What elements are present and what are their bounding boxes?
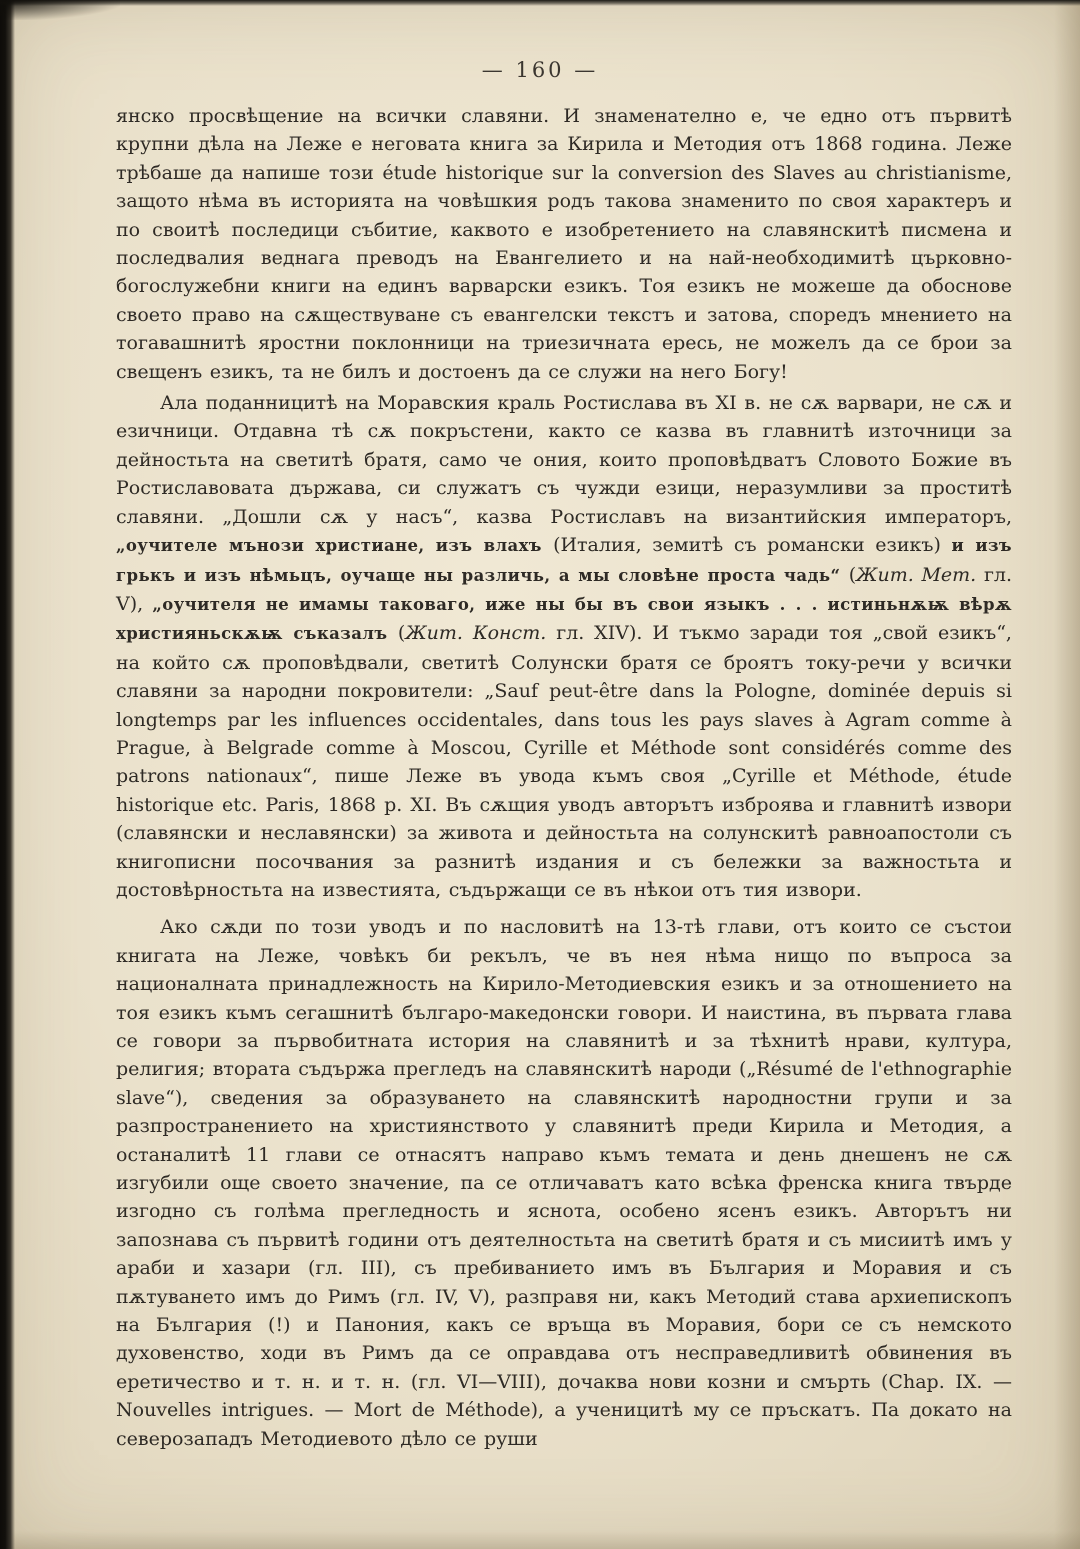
text-run: гл. V), xyxy=(116,563,1013,615)
paragraph xyxy=(116,102,1012,386)
scan-edge-top xyxy=(0,0,1080,6)
text-run: Ако сѫди по този уводъ и по насловитѣ на 13-тѣ глави, отъ които се състои книгата на Леже, човѣкъ би рекълъ, че въ нея нѣма нищо по въпроса за националната принадлежность на Кирило-Методиевския езикъ и за отношението на тоя езикъ къмъ сегашнитѣ българо-македонски говори. И наистина, въ първата глава се говори за първобитната история на славянитѣ и за тѣхнитѣ нрави, култура, религия; втората съдържа прегледъ на славянскитѣ народи („Résumé de l'ethnographie slave“), сведения за образуването на славянскитѣ народностни групи и за разпространението на християнството у славянитѣ преди Кирила и Методия, а останалитѣ 11 глави се отнасятъ направо къмъ темата и день днешенъ не сѫ изгубили още своето значение, па се отличаватъ като всѣка френска книга твърде изгодно съ голѣма прегледность и яснота, особено ясенъ езикъ. Авторътъ ни запознава съ първитѣ години отъ деятелностьта на светитѣ братя и съ мисиитѣ имъ у араби и хазари (гл. III), съ пребиванието имъ въ България и Моравия и съ пѫтуването имъ до Римъ (гл. IV, V), разправя ни, какъ Методий става архиепископъ на България (!) и Панония, какъ се връща въ Моравия, бори се съ немското духовенство, ходи въ Римъ да се оправдава отъ несправедливитѣ обвинения въ еретичество и т. н. и т. н. (гл. VI—VIII), дочаква нови козни и смърть (Chap. IX. — Nouvelles intrigues. — Mort de Méthode), а ученицитѣ му се пръскатъ. Па докато на северозападъ Методиевото дѣло се руши xyxy=(116,916,1012,1450)
text-run: ( xyxy=(848,563,857,586)
text-run: Ала поданницитѣ на Моравския краль Ростислава въ XI в. не сѫ варвари, не сѫ и езичници. Отдавна тѣ сѫ покръстени, както се казва въ главнитѣ източници за дейностьта на светитѣ братя, само че ония, които проповѣдватъ Словото Божие въ Ростиславовата държава, си служатъ съ чужди езици, неразумливи за проститѣ славяни. „Дошли сѫ у насъ“, казва Ростиславъ на византийския императоръ, xyxy=(116,392,1012,528)
paragraph xyxy=(116,913,1012,1453)
source-citation: Жит. Мет. xyxy=(856,563,977,586)
paragraph xyxy=(116,389,1012,904)
page-number: — 160 — xyxy=(481,58,599,82)
scan-edge-left xyxy=(0,0,15,1549)
scan-edge-bottom xyxy=(0,1531,1080,1549)
old-slavonic-quote: и изъ грькъ и изъ нѣмьцъ, оучаще ны различь, а мы словѣне проста чадь“ xyxy=(116,536,1012,585)
scan-corner-shadow xyxy=(0,0,120,20)
old-slavonic-quote: „оучителя не имамы таковаго, иже ны бы въ свои языкъ . . . истиньнѫѭ вѣрѫ християньскѫѭ съказалъ xyxy=(116,594,1012,644)
old-slavonic-quote: „оучителе мънози христиане, изъ влахъ xyxy=(116,536,554,556)
page-text xyxy=(116,102,1012,1453)
scan-edge-right xyxy=(1054,0,1080,1549)
source-citation: Жит. Конст. xyxy=(405,622,547,645)
text-run: гл. XIV). И тъкмо заради тоя „свой езикъ“, на който сѫ проповѣдвали, светитѣ Солунски братя се броятъ току-речи у всички славяни за народни покровители: „Sauf peut-être dans la Pologne, dominée depuis si longtemps par les influences occidentales, dans tous les pays slaves à Agram comme à Prague, à Belgrade comme à Moscou, Cyrille et Méthode sont considérés comme des patrons nationaux“, пише Леже въ увода къмъ своя „Cyrille et Méthode, étude historique etc. Paris, 1868 p. XI. Въ сѫщия уводъ авторътъ изброява и главнитѣ извори (славянски и неславянски) за живота и дейностьта на солунскитѣ равноапостоли съ книгописни посочвания за разнитѣ издания и съ бележки за важностьта и достовѣрностьта на известията, съдържащи се въ нѣкои отъ тия извори. xyxy=(116,622,1012,901)
text-run: (Италия, земитѣ съ романски езикъ) xyxy=(553,534,952,557)
text-run: ( xyxy=(397,622,406,645)
text-run: янско просвѣщение на всички славяни. И знаменателно е, че едно отъ първитѣ крупни дѣла на Леже е неговата книга за Кирила и Методия отъ 1868 година. Леже трѣбаше да напише този étude historique sur la conversion des Slaves au christianisme, защото нѣма въ историята на човѣшкия родъ такова знаменито по своя характеръ и по своитѣ последици събитие, каквото е изобретението на славянскитѣ писмена и последвалия веднага преводъ на Евангелието и на най-необходимитѣ църковно-богослужебни книги на единъ варварски езикъ. Тоя езикъ не можеше да обоснове своето право на сѫществуване съ евангелски текстъ и затова, споредъ мнението на тогавашнитѣ яростни поклонници на триезичната ересь, не можелъ да се брои за свещенъ езикъ, та не билъ и достоенъ да се служи на него Богу! xyxy=(116,105,1012,383)
